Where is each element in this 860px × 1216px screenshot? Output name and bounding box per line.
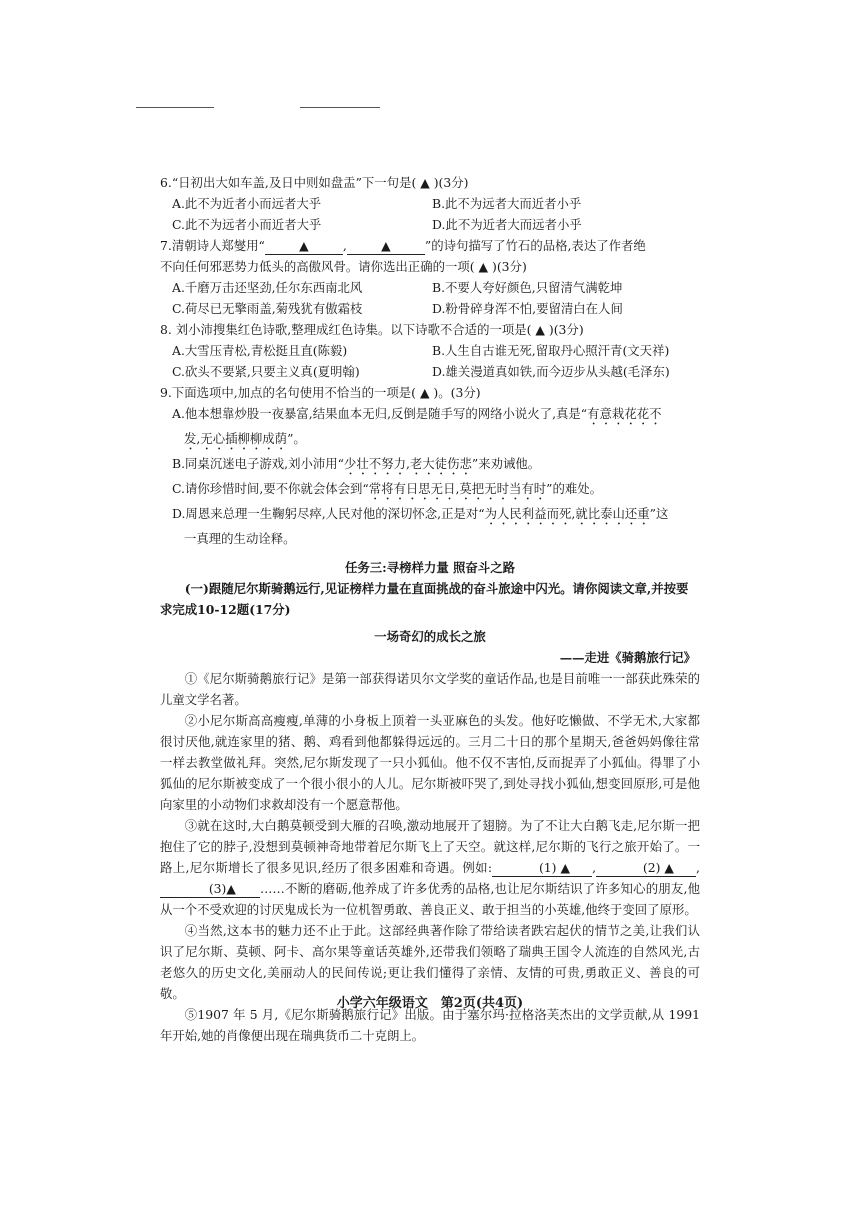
q7-option-b: B.不要人夸好颜色,只留清气满乾坤 [432, 280, 623, 295]
q9-d-text: D.周恩来总理一生鞠躬尽瘁,人民对他的深切怀念,正是对“ [172, 506, 485, 521]
q9-option-d-cont: 一真理的生动诠释。 [184, 531, 296, 546]
q9-a-dotted-2: 发,无心插柳柳成荫 [184, 431, 288, 446]
q6-option-b: B.此不为远者大而近者小乎 [432, 196, 582, 211]
p3-text-post: ……不断的磨砺,他养成了许多优秀的品格,也让尼尔斯结识了许多知心的朋友,他从一个不受欢迎的讨厌鬼成长为一位机智勇敢、善良正义、敢于担当的小英雄,他终于变回了原形。 [160, 881, 700, 917]
article-title: 一场奇幻的成长之旅 [374, 629, 486, 644]
task-3-intro: (一)跟随尼尔斯骑鹅远行,见证榜样力量在直面挑战的奋斗旅途中闪光。请你阅读文章,并按要求完成10-12题(17分) [160, 581, 689, 617]
article-subtitle: ——走进《骑鹅旅行记》 [559, 650, 696, 665]
article-paragraph-5: ⑤1907 年 5 月,《尼尔斯骑鹅旅行记》出版。由于塞尔玛·拉格洛芙杰出的文学贡献,从 1991 年开始,她的肖像便出现在瑞典货币二十克朗上。 [160, 1007, 700, 1043]
q6-option-a: A.此不为近者小而远者大乎 [172, 196, 322, 211]
question-6-options [160, 193, 700, 235]
q9-option-c [160, 478, 700, 503]
q9-a-end: ”。 [287, 431, 306, 446]
q7-comma: , [342, 238, 347, 253]
question-7-options [160, 277, 700, 319]
q9-c-text: C.请你珍惜时间,要不你就会体会到“ [172, 481, 369, 496]
answer-blank-1: (1) ▲ [492, 860, 592, 877]
q8-option-d: D.雄关漫道真如铁,而今迈步从头越(毛泽东) [432, 364, 670, 379]
q9-option-a [160, 403, 700, 428]
answer-blank-2: (2) ▲ [596, 860, 696, 877]
page-footer: 小学六年级语文 第2页(共4页) [336, 996, 524, 1011]
p3-text-pre: ③就在这时,大白鹅莫顿受到大雁的召唤,激动地展开了翅膀。为了不让大白鹅飞走,尼尔斯一把抱住了它的脖子,没想到莫顿神奇地带着尼尔斯飞上了天空。就这样,尼尔斯的飞行之旅开始了。一路上,尼尔斯增长了很多见识,经历了很多困难和奇遇。例如: [160, 818, 700, 875]
q9-d-end: ”这 [649, 506, 669, 521]
article-paragraph-1: ①《尼尔斯骑鹅旅行记》是第一部获得诺贝尔文学奖的童话作品,也是目前唯一一部获此殊荣的儿童文学名著。 [160, 671, 700, 707]
q7-blank-2: ▲ [347, 238, 425, 255]
q6-option-d: D.此不为近者大而远者小乎 [432, 217, 582, 232]
q7-option-c: C.荷尽已无擎雨盖,菊残犹有傲霜枝 [172, 301, 363, 316]
article-paragraph-2: ②小尼尔斯高高瘦瘦,单薄的小身板上顶着一头亚麻色的头发。他好吃懒做、不学无术,大家都很讨厌他,就连家里的猪、鹅、鸡看到他都躲得远远的。三月二十日的那个星期天,爸爸妈妈像往常一样去教堂做礼拜。突然,尼尔斯发现了一只小狐仙。他不仅不害怕,反而捉弄了小狐仙。得罪了小狐仙的尼尔斯被变成了一个很小很小的人儿。尼尔斯被吓哭了,到处寻找小狐仙,想变回原形,可是他向家里的小动物们求救却没有一个愿意帮他。 [160, 713, 700, 812]
q7-option-d: D.粉骨碎身浑不怕,要留清白在人间 [432, 301, 623, 316]
question-8-options [160, 340, 700, 382]
q8-option-b: B.人生自古谁无死,留取丹心照汗青(文天祥) [432, 343, 670, 358]
q7-stem-post: ”的诗句描写了竹石的品格,表达了作者绝 [424, 238, 646, 253]
q9-c-end: ”的难处。 [546, 481, 603, 496]
q6-option-c: C.此不为远者小而近者大乎 [172, 217, 322, 232]
question-7-stem-cont: 不向任何邪恶势力低头的高傲风骨。请你选出正确的一项( ▲ )(3分) [160, 259, 527, 274]
header-rule-right [300, 107, 380, 108]
q9-d-dotted: 为人民利益而死,就比泰山还重 [484, 506, 650, 521]
q8-option-a: A.大雪压青松,青松挺且直(陈毅) [172, 343, 348, 358]
q9-b-dotted: 少壮不努力,老大徒伤悲 [344, 456, 472, 471]
q8-option-c: C.砍头不要紧,只要主义真(夏明翰) [172, 364, 360, 379]
question-6-stem: 6.“日初出大如车盖,及日中则如盘盂”下一句是( ▲ )(3分) [160, 175, 469, 190]
page-content [160, 172, 700, 1046]
q9-a-dotted-1: 有意栽花花不 [587, 406, 662, 421]
answer-blank-3: (3)▲ [160, 881, 260, 898]
question-7-stem [160, 235, 700, 256]
article-paragraph-3: ③就在这时,大白鹅莫顿受到大雁的召唤,激动地展开了翅膀。为了不让大白鹅飞走,尼尔斯一把抱住了它的脖子,没想到莫顿神奇地带着尼尔斯飞上了天空。就这样,尼尔斯的飞行之旅开始了。一路上,尼尔斯增长了很多见识,经历了很多困难和奇遇。例如: (1) ▲ , (2) ▲ ,(3)▲ ……不断的磨砺,他养成了许多优秀的品格,也让尼尔斯结识了许多知心的朋友,他从一个不受欢迎的讨厌鬼成长为一位机智勇敢、善良正义、敢于担当的小英雄,他终于变回了原形。 [160, 818, 700, 917]
q9-option-d [160, 503, 700, 528]
q9-option-b [160, 453, 700, 478]
q7-blank-1: ▲ [265, 238, 343, 255]
task-3-heading: 任务三:寻榜样力量 照奋斗之路 [345, 560, 515, 575]
article-paragraph-4: ④当然,这本书的魅力还不止于此。这部经典著作除了带给读者跌宕起伏的情节之美,让我们认识了尼尔斯、莫顿、阿卡、高尔果等童话英雄外,还带我们领略了瑞典王国令人流连的自然风光,古老悠久的历史文化,美丽动人的民间传说;更让我们懂得了亲情、友情的可贵,勇敢正义、善良的可敬。 [160, 923, 700, 1001]
q9-b-end: ”来劝诫他。 [471, 456, 541, 471]
question-8-stem: 8. 刘小沛搜集红色诗歌,整理成红色诗集。以下诗歌不合适的一项是( ▲ )(3分) [160, 322, 584, 337]
header-rule-left [136, 107, 214, 108]
q9-c-dotted: 常将有日思无日,莫把无时当有时 [368, 481, 547, 496]
q7-option-a: A.千磨万击还坚劲,任尔东西南北风 [172, 280, 363, 295]
q9-option-a-cont [160, 428, 700, 453]
q9-a-text: A.他本想靠炒股一夜暴富,结果血本无归,反倒是随手写的网络小说火了,真是“ [172, 406, 588, 421]
q7-stem-pre: 7.清朝诗人郑燮用“ [160, 238, 265, 253]
question-9-stem: 9.下面选项中,加点的名句使用不恰当的一项是( ▲ )。(3分) [160, 385, 481, 400]
q9-b-text: B.同桌沉迷电子游戏,刘小沛用“ [172, 456, 345, 471]
